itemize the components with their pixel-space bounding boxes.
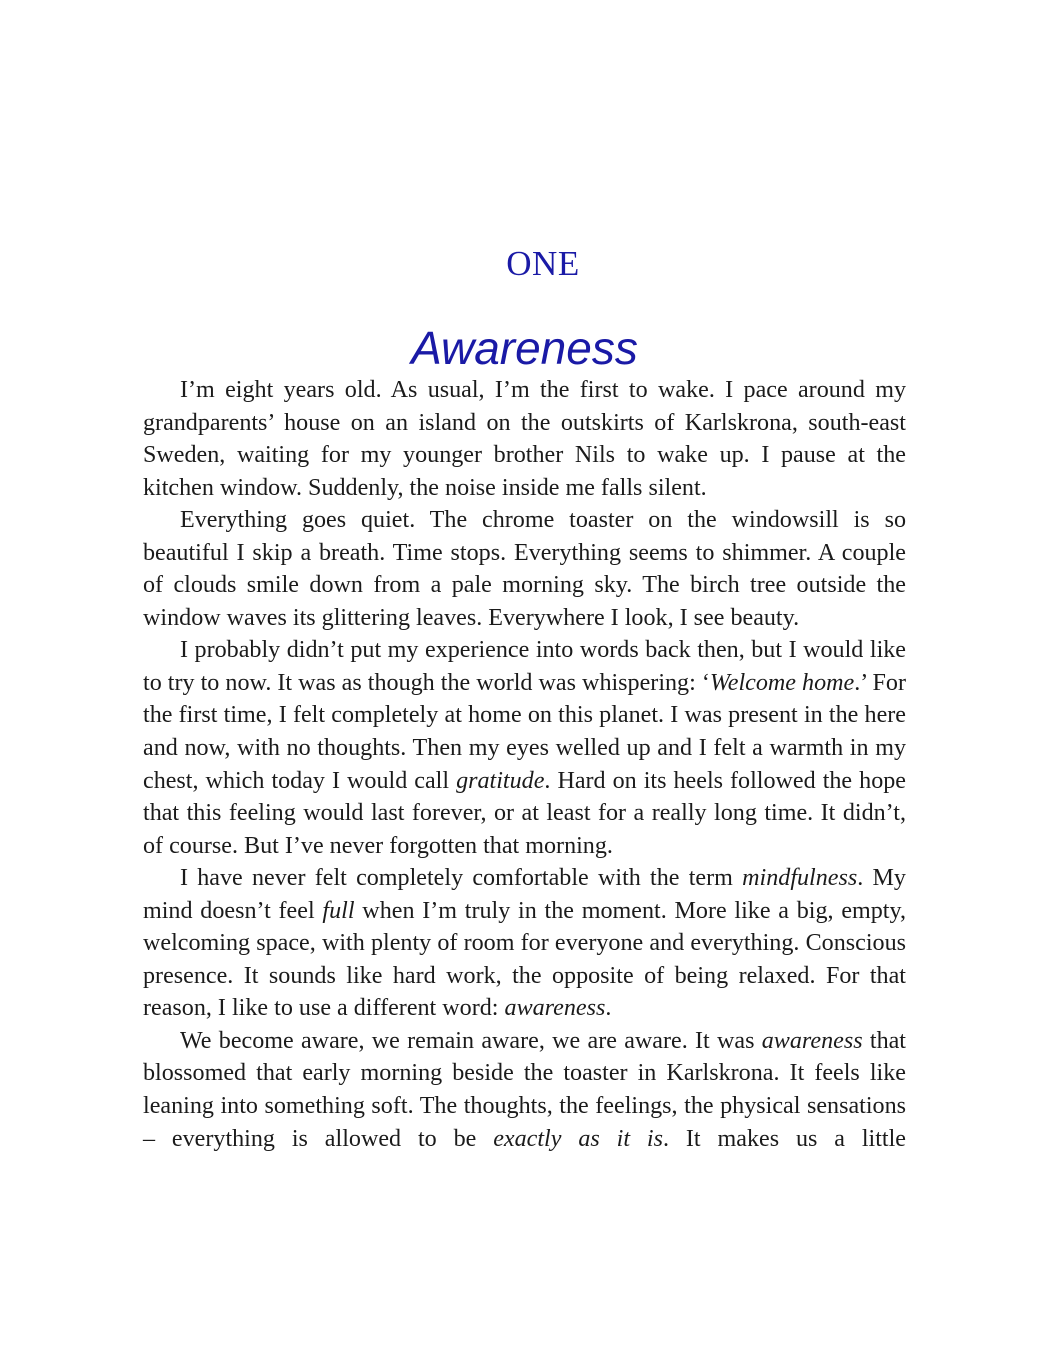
paragraph-text: . Hard on its heels followed the hope that this feeling would last forever, or at least for a really long time. It didn’t, of course. But I’ve never forgotten that morning. [143,767,906,859]
paragraph-text: Everything goes quiet. The chrome toaster on the windowsill is so beautiful I skip a breath. Time stops. Everything seems to shimmer. A couple of clouds smile down from a pale morning sky. The birch tree outside the window waves its glittering leaves. Everywhere I look, I see beauty. [143,507,906,631]
paragraph [143,374,906,504]
emphasis-text: awareness [761,1027,863,1054]
paragraph-text: . My mind doesn’t feel [143,865,906,924]
paragraph-text: I probably didn’t put my experience into words back then, but I would like to try to now. It was as though the world was whispering: ‘ [143,637,906,696]
paragraph-text: We become aware, we remain aware, we are aware. It was [180,1027,762,1054]
emphasis-text: Welcome home [709,669,855,696]
emphasis-text: exactly as it is [493,1125,663,1152]
paragraph [143,862,906,1025]
chapter-body [143,374,906,1155]
emphasis-text: full [322,897,355,924]
paragraph [143,504,906,634]
paragraph-text: . It makes us a little [663,1125,907,1152]
paragraph [143,634,906,862]
emphasis-text: awareness [504,995,606,1022]
emphasis-text: gratitude [456,767,545,794]
paragraph-text: I’m eight years old. As usual, I’m the first to wake. I pace around my grandparents’ house on an island on the outskirts of Karlskrona, south-east Sweden, waiting for my younger brother Nils to wake up. I pause at the kitchen window. Suddenly, the noise inside me falls silent. [143,377,906,501]
chapter-number: ONE [506,244,580,283]
paragraph-text: I have never felt completely comfortable with the term [180,865,743,892]
book-page [143,0,906,1350]
paragraph-text: when I’m truly in the moment. More like a big, empty, welcoming space, with plenty of room for everyone and everything. Conscious presence. It sounds like hard work, the opposite of being relaxed. For that reason, I like to use a different word: [143,897,907,1022]
paragraph-text: . [605,995,612,1022]
emphasis-text: mindfulness [742,865,858,892]
paragraph-text: .’ For the first time, I felt completely at home on this planet. I was present in the here and now, with no thoughts. Then my eyes welled up and I felt a warmth in my chest, which today I would call [143,669,906,794]
paragraph [143,1025,906,1155]
chapter-title: Awareness [411,322,638,374]
paragraph-text: that blossomed that early morning beside the toaster in Karlskrona. It feels like leaning into something soft. The thoughts, the feelings, the physical sensations – everything is allowed to be [143,1027,906,1152]
